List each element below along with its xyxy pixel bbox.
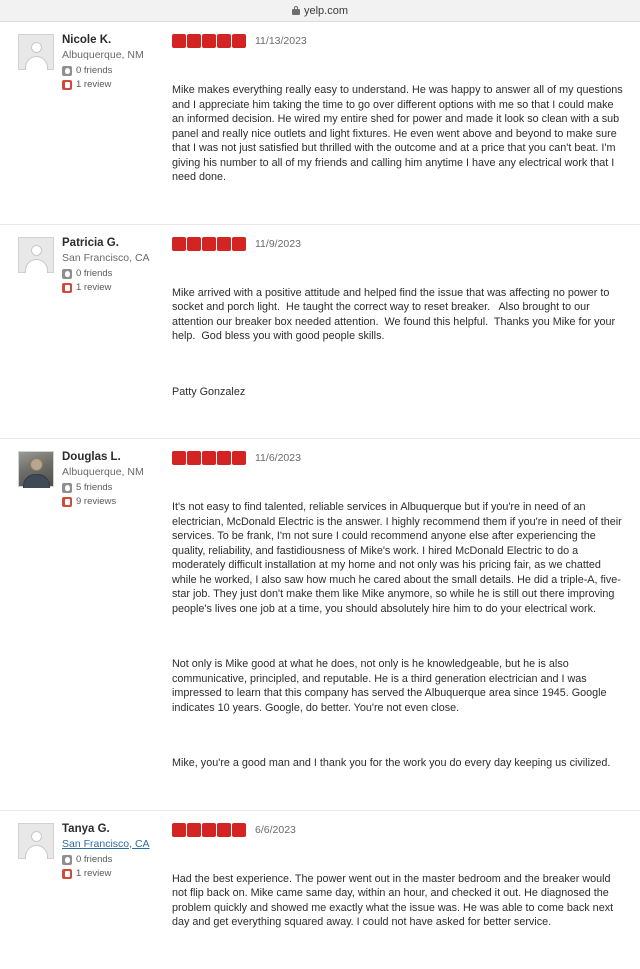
star-icon (187, 237, 201, 251)
review-paragraph: Had the best experience. The power went out in the master bedroom and the breaker would not flip back on. Mike came same day, within an hour, and checked it out. He diagnosed the problem quickly and showed me exactly what the issue was. He was able to come back next day and get everything squared away. I could not have asked for better service. (172, 872, 617, 928)
review-date: 11/6/2023 (255, 452, 301, 464)
review-paragraph: Mike, you're a good man and I thank you for the work you do every day keeping us civilized. (172, 757, 611, 769)
star-icon (172, 237, 186, 251)
review-item (0, 224, 640, 439)
rating-stars (172, 823, 246, 837)
reviews-count: 1 review (76, 867, 112, 879)
star-icon (187, 823, 201, 837)
star-icon (217, 823, 231, 837)
star-icon (187, 451, 201, 465)
friends-count: 0 friends (76, 65, 113, 76)
reviewer-location: Albuquerque, NM (62, 49, 144, 61)
review-paragraph: Not only is Mike good at what he does, not only is he knowledgeable, but he is also communicative, principled, and reputable. He is a third generation electrician and I was impressed to learn that this company has served the Albuquerque area since 1945. Google indicates 10 years. Google, do better. You're not even close. (172, 658, 610, 714)
review-date: 11/13/2023 (255, 35, 307, 47)
reviewer-friends (62, 482, 144, 494)
star-icon (217, 237, 231, 251)
friends-icon (62, 66, 72, 76)
reviewer-location[interactable]: San Francisco, CA (62, 837, 150, 850)
review-item (0, 22, 640, 224)
reviewer-reviews (62, 868, 150, 880)
reviewer-reviews (62, 79, 144, 91)
avatar[interactable] (18, 237, 54, 273)
reviewer-location: San Francisco, CA (62, 251, 150, 264)
avatar[interactable] (18, 823, 54, 859)
reviewer-name[interactable]: Nicole K. (62, 34, 112, 46)
reviewer-reviews (62, 282, 150, 294)
review-text (172, 843, 626, 959)
browser-url-bar[interactable] (0, 0, 640, 22)
reviews-icon (62, 283, 72, 293)
reviewer-reviews (62, 496, 144, 508)
reviews-count: 9 reviews (76, 496, 117, 507)
star-icon (187, 34, 201, 48)
review-text (172, 54, 626, 214)
star-icon (232, 237, 246, 251)
rating-stars (172, 34, 246, 48)
reviews-count: 1 review (76, 281, 112, 293)
review-paragraph: Mike arrived with a positive attitude and helped find the issue that was affecting no power to socket and porch light. He taught the correct way to reset breaker. Also brought to our attention our breaker box needed attention. We found this helpful. Thanks you Mike for your help. God bless you with good people skills. (172, 286, 619, 342)
review-text (172, 257, 626, 429)
star-icon (232, 451, 246, 465)
review-signature: Patty Gonzalez (172, 385, 246, 398)
star-icon (202, 34, 216, 48)
rating-stars (172, 451, 246, 465)
reviews-icon (62, 869, 72, 879)
friends-icon (62, 483, 72, 493)
review-text (172, 471, 626, 800)
star-icon (202, 823, 216, 837)
review-date: 11/9/2023 (255, 237, 301, 250)
star-icon (172, 451, 186, 465)
review-item (0, 438, 640, 810)
reviews-icon (62, 497, 72, 507)
lock-icon (292, 6, 300, 15)
reviewer-block (18, 451, 168, 800)
review-paragraph: Mike makes everything really easy to understand. He was happy to answer all of my questions and I appreciate him taking the time to go over different options with me so that I could make an informed decision. He wired my entire shed for power and made it look so clean with a sub panel and really nice outlets and light fixtures. He even went above and beyond to make sure that I was not just satisfied but thrilled with the outcome and at a price that you can't beat. I'm giving his number to all of my friends and calling him anytime I have any electrical work that I need done. (172, 84, 626, 183)
rating-stars (172, 237, 246, 251)
reviewer-name[interactable]: Douglas L. (62, 451, 121, 463)
friends-count: 5 friends (76, 482, 113, 493)
reviewer-friends (62, 65, 144, 77)
star-icon (172, 34, 186, 48)
friends-count: 0 friends (76, 853, 113, 865)
friends-icon (62, 855, 72, 865)
star-icon (172, 823, 186, 837)
star-icon (217, 34, 231, 48)
star-icon (232, 823, 246, 837)
star-icon (232, 34, 246, 48)
url-text: yelp.com (303, 4, 349, 17)
reviewer-name[interactable]: Tanya G. (62, 822, 110, 835)
review-paragraph: It's not easy to find talented, reliable services in Albuquerque but if you're in need of an electrician, McDonald Electric is the answer. I highly recommend them if you're in need of their services. To be frank, I'm not sure I could recommend anyone else after experiencing the quality, reliability, and fastidiousness of Mike's work. I hired McDonald Electric to do a moderately difficult installation at my home and not only was his pricing fair, as we chatted while he worked, I also saw how much he cared about the small details. He did a triple-A, five-star job. They just don't make them like Mike anymore, so while he is still out there improving people's lives one job at a time, you should absolutely hire him to do your electrical work. (172, 501, 625, 615)
reviews-list (0, 22, 640, 928)
reviewer-block (18, 823, 168, 959)
reviewer-block (18, 237, 168, 429)
star-icon (217, 451, 231, 465)
friends-icon (62, 269, 72, 279)
reviews-icon (62, 80, 72, 90)
review-date: 6/6/2023 (255, 823, 296, 836)
avatar[interactable] (18, 451, 54, 487)
reviewer-friends (62, 854, 150, 866)
reviews-count: 1 review (76, 79, 112, 90)
reviewer-location: Albuquerque, NM (62, 466, 144, 478)
reviewer-friends (62, 268, 150, 280)
avatar[interactable] (18, 34, 54, 70)
reviewer-block (18, 34, 168, 214)
friends-count: 0 friends (76, 267, 113, 279)
reviewer-name[interactable]: Patricia G. (62, 236, 119, 249)
star-icon (202, 451, 216, 465)
review-item (0, 810, 640, 969)
star-icon (202, 237, 216, 251)
